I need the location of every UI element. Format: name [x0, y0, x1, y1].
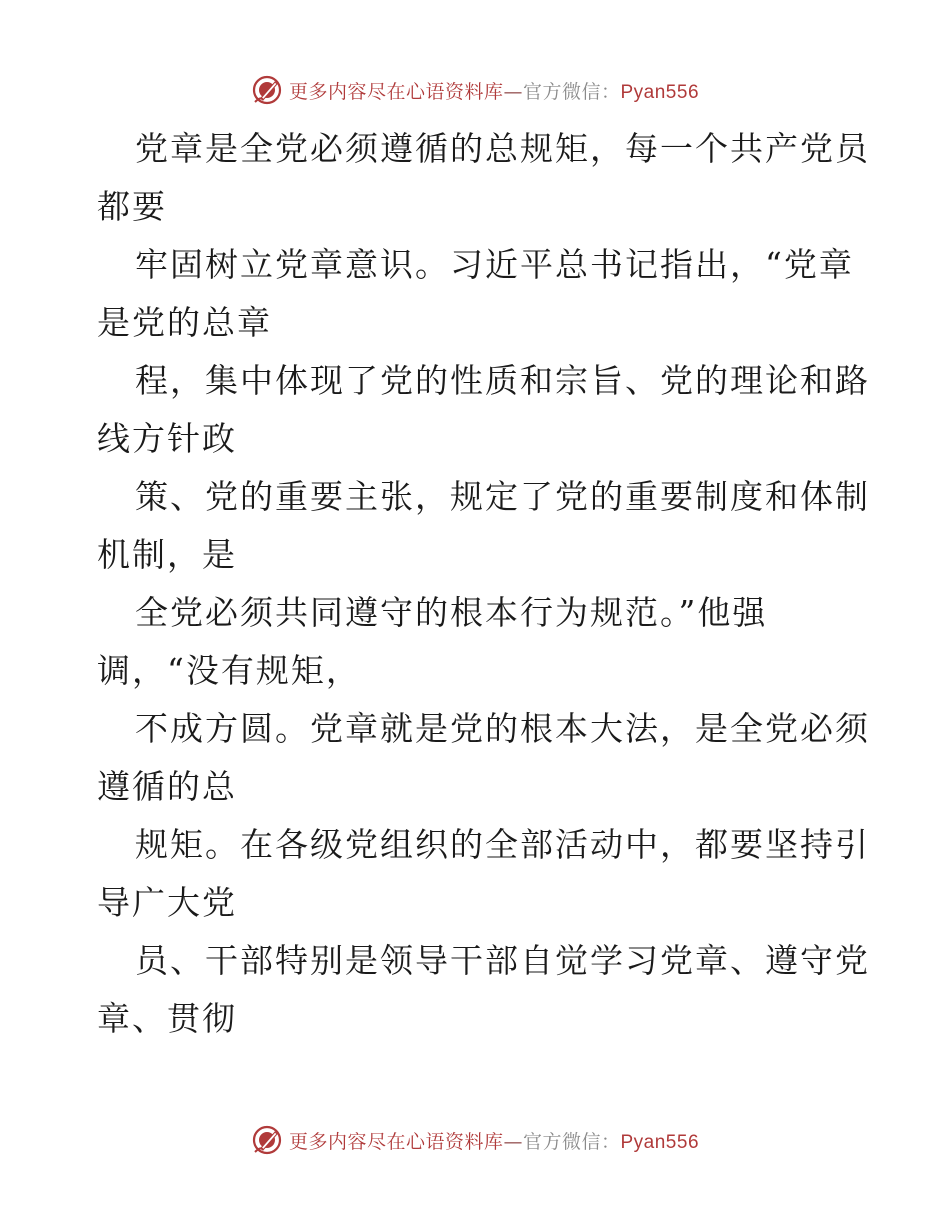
pen-logo-icon — [251, 74, 283, 106]
watermark-text — [289, 77, 699, 104]
watermark-separator: — — [503, 1130, 523, 1153]
document-body — [97, 120, 870, 1048]
paragraph-line: 都要 — [97, 187, 167, 226]
paragraph-line: 导广大党 — [97, 883, 237, 922]
paragraph — [97, 236, 853, 352]
pen-logo-icon — [251, 1124, 283, 1156]
watermark-separator: — — [503, 80, 523, 103]
watermark-wechat-label: 官方微信： — [522, 1130, 621, 1153]
paragraph-line: 规矩。在各级党组织的全部活动中，都要坚持引 — [135, 825, 870, 864]
paragraph — [97, 932, 870, 1048]
paragraph — [97, 468, 870, 584]
paragraph-line: 员、干部特别是领导干部自觉学习党章、遵守党 — [135, 941, 870, 980]
watermark-site-text: 更多内容尽在心语资料库 — [288, 1130, 504, 1153]
paragraph-line: 章、贯彻 — [97, 999, 237, 1038]
watermark-wechat-id: Pyan556 — [620, 81, 700, 103]
paragraph-line: 不成方圆。党章就是党的根本大法，是全党必须 — [135, 709, 870, 748]
paragraph-line: 牢固树立党章意识。习近平总书记指出，“党章 — [135, 245, 854, 284]
paragraph-line: 调，“没有规矩， — [97, 651, 361, 690]
paragraph-line: 策、党的重要主张，规定了党的重要制度和体制 — [135, 477, 870, 516]
watermark-text — [289, 1127, 699, 1154]
watermark-site-text: 更多内容尽在心语资料库 — [288, 80, 504, 103]
paragraph-line: 程，集中体现了党的性质和宗旨、党的理论和路 — [135, 361, 870, 400]
paragraph — [97, 120, 870, 236]
paragraph-line: 是党的总章 — [97, 303, 272, 342]
footer-watermark — [0, 1120, 950, 1160]
paragraph — [97, 816, 870, 932]
watermark-wechat-id: Pyan556 — [620, 1131, 700, 1153]
paragraph — [97, 700, 870, 816]
paragraph — [97, 584, 853, 700]
paragraph-line: 线方针政 — [97, 419, 237, 458]
paragraph-line: 遵循的总 — [97, 767, 237, 806]
paragraph-line: 机制，是 — [97, 535, 237, 574]
paragraph-line: 党章是全党必须遵循的总规矩，每一个共产党员 — [135, 129, 870, 168]
header-watermark — [0, 70, 950, 110]
paragraph — [97, 352, 870, 468]
watermark-wechat-label: 官方微信： — [522, 80, 621, 103]
paragraph-line: 全党必须共同遵守的根本行为规范。”他强 — [135, 593, 768, 632]
